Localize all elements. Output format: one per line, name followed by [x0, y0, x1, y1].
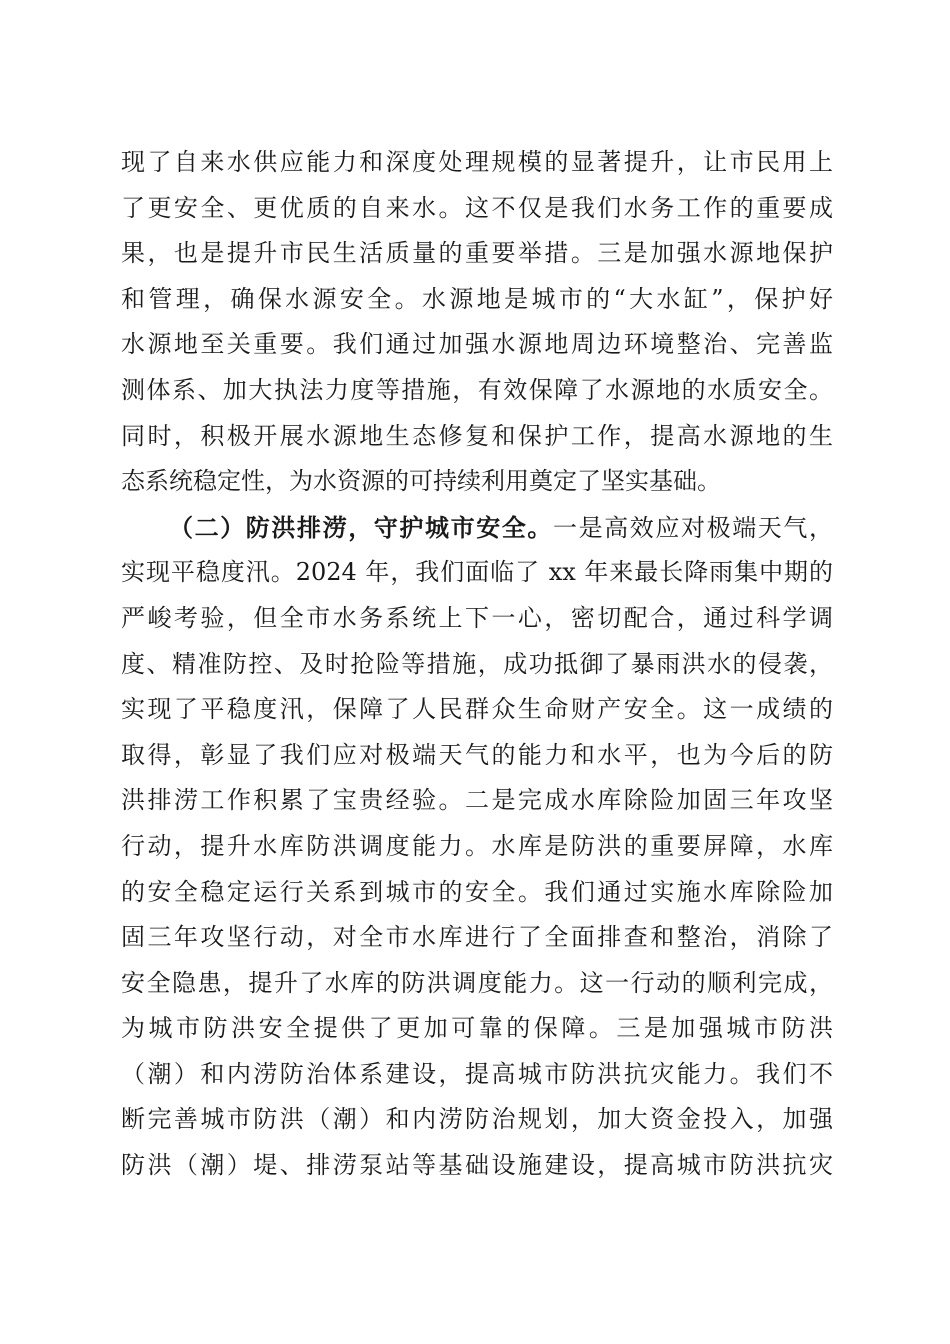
text-line: 测体系、加大执法力度等措施，有效保障了水源地的水质安全。: [121, 375, 833, 404]
text-line: 实现了平稳度汛，保障了人民群众生命财产安全。这一成绩的: [121, 695, 833, 724]
text-line: 实现平稳度汛。2024 年，我们面临了 xx 年来最长降雨集中期的: [121, 558, 833, 587]
text-line: 取得，彰显了我们应对极端天气的能力和水平，也为今后的防: [121, 740, 833, 769]
text-line: 态系统稳定性，为水资源的可持续利用奠定了坚实基础。: [121, 467, 721, 496]
text-line: 一是高效应对极端天气，: [553, 513, 833, 542]
text-line: 的安全稳定运行关系到城市的安全。我们通过实施水库除险加: [121, 877, 833, 906]
text-line: 行动，提升水库防洪调度能力。水库是防洪的重要屏障，水库: [121, 831, 833, 860]
text-line: 了更安全、更优质的自来水。这不仅是我们水务工作的重要成: [121, 193, 833, 222]
text-line: （潮）和内涝防治体系建设，提高城市防洪抗灾能力。我们不: [121, 1059, 833, 1088]
text-line: 断完善城市防洪（潮）和内涝防治规划，加大资金投入，加强: [121, 1105, 833, 1134]
text-line: 固三年攻坚行动，对全市水库进行了全面排查和整治，消除了: [121, 923, 833, 952]
document-body: [121, 140, 833, 1189]
text-line: 洪排涝工作积累了宝贵经验。二是完成水库除险加固三年攻坚: [121, 786, 833, 815]
text-line: 严峻考验，但全市水务系统上下一心，密切配合，通过科学调: [121, 603, 833, 632]
text-line: 水源地至关重要。我们通过加强水源地周边环境整治、完善监: [121, 330, 833, 359]
section-heading: （二）防洪排涝，守护城市安全。: [169, 512, 553, 542]
text-line: 果，也是提升市民生活质量的重要举措。三是加强水源地保护: [121, 239, 833, 268]
section-heading-line: [121, 505, 833, 551]
text-line: 安全隐患，提升了水库的防洪调度能力。这一行动的顺利完成，: [121, 968, 833, 997]
text-line: 同时，积极开展水源地生态修复和保护工作，提高水源地的生: [121, 421, 833, 450]
text-line: 度、精准防控、及时抢险等措施，成功抵御了暴雨洪水的侵袭，: [121, 649, 833, 678]
text-line: 现了自来水供应能力和深度处理规模的显著提升，让市民用上: [121, 148, 833, 176]
text-line: 防洪（潮）堤、排涝泵站等基础设施建设，提高城市防洪抗灾: [121, 1151, 833, 1180]
text-line: 和管理，确保水源安全。水源地是城市的“大水缸”，保护好: [121, 284, 833, 313]
text-line: 为城市防洪安全提供了更加可靠的保障。三是加强城市防洪: [121, 1014, 833, 1043]
